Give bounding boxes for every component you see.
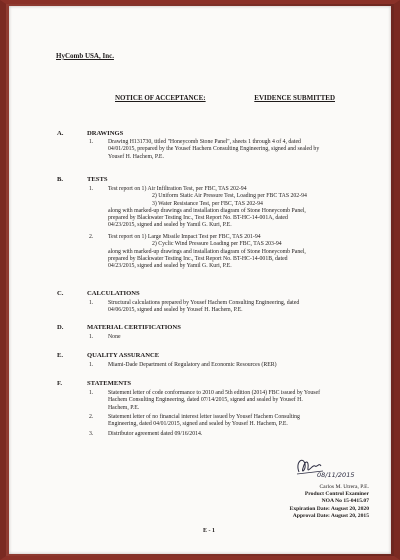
item-text: 2) Cyclic Wind Pressure Loading per FBC, TAS 203-94 [152, 241, 282, 248]
item-text: 04/23/2015, signed and sealed by Yamil G. Kuri, P.E. [108, 222, 232, 229]
section-heading: DRAWINGS [87, 130, 124, 137]
section-heading: TESTS [87, 176, 108, 183]
notice-title-left: NOTICE OF ACCEPTANCE: [115, 94, 206, 102]
item-text: None [108, 334, 121, 340]
item-text: Miami-Dade Department of Regulatory and Economic Resources (RER) [108, 362, 277, 368]
section-heading: QUALITY ASSURANCE [87, 352, 160, 359]
item-text: along with marked-up drawings and installation diagram of Stone Honeycomb Panel, [108, 248, 306, 255]
item-text: Statement letter of no financial interest letter issued by Yousef Hachem Consulting [108, 414, 300, 420]
item-text: Hachem, P.E. [108, 404, 140, 411]
section-letter: B. [57, 176, 64, 183]
signature-date: 08/11/2015 [317, 471, 355, 479]
notice-title [115, 94, 335, 102]
item-number: 1. [89, 139, 94, 145]
item-number: 1. [89, 186, 94, 192]
approval-date: Approval Date: August 20, 2015 [292, 512, 369, 519]
item-text: prepared by Blackwater Testing Inc., Test Report No. BT-HC-14-001A, dated [108, 215, 288, 222]
item-number: 3. [89, 431, 94, 437]
item-text: along with marked-up drawings and installation diagram of Stone Honeycomb Panel, [108, 207, 306, 214]
document-page [9, 6, 391, 554]
signer-title: Product Control Examiner [304, 491, 369, 498]
item-text: Statement letter of code conformance to 2010 and 5th edition (2014) FBC issued by Yousef [108, 390, 321, 396]
expiration-date: Expiration Date: August 20, 2020 [289, 505, 369, 512]
item-text: Test report on 1) Air Infiltration Test, per FBC, TAS 202-94 [108, 186, 247, 192]
item-number: 2. [89, 414, 94, 420]
item-text: Test report on 1) Large Missile Impact Test per FBC, TAS 201-94 [108, 234, 261, 240]
signer-name: Carlos M. Utrera, P.E. [319, 484, 369, 490]
item-text: 04/01/2015, prepared by the Yousef Hachem Consulting Engineering, signed and sealed by [108, 146, 320, 153]
section-heading: CALCULATIONS [87, 290, 140, 297]
item-text: 04/23/2015, signed and sealed by Yamil G. Kuri, P.E. [108, 263, 232, 270]
item-text: Yousef H. Hachem, P.E. [108, 153, 164, 160]
item-text: Structural calculations prepared by Yousef Hachem Consulting Engineering, dated [108, 300, 300, 306]
section-letter: D. [57, 324, 64, 331]
item-text: Engineering, dated 04/01/2015, signed and sealed by Yousef H. Hachem, P.E. [108, 421, 288, 428]
section-letter: E. [57, 352, 64, 359]
notice-title-right: EVIDENCE SUBMITTED [254, 94, 335, 102]
item-text: Distributor agreement dated 09/16/2014. [108, 431, 203, 437]
item-text: 04/06/2015, signed and sealed by Yousef H. Hachem, P.E. [108, 307, 243, 314]
page-number: E - 1 [203, 528, 215, 534]
item-text: Drawing H131730, titled "Honeycomb Stone Panel", sheets 1 through 4 of 4, dated [108, 139, 301, 145]
signer-block [249, 484, 369, 520]
item-number: 1. [89, 334, 94, 340]
item-number: 1. [89, 390, 94, 396]
section-letter: F. [57, 380, 63, 387]
item-text: 2) Uniform Static Air Pressure Test, Loading per FBC TAS 202-94 [152, 193, 307, 200]
item-number: 2. [89, 234, 94, 240]
company-name: HyComb USA, Inc. [56, 52, 114, 60]
noa-number: NOA No 15-0415.07 [321, 498, 369, 505]
handwritten-signature [293, 454, 355, 480]
section-heading: MATERIAL CERTIFICATIONS [87, 324, 181, 331]
section-letter: C. [57, 290, 64, 297]
section-letter: A. [57, 130, 64, 137]
item-text: prepared by Blackwater Testing Inc., Test Report No. BT-HC-14-001B, dated [108, 255, 288, 262]
section-heading: STATEMENTS [87, 380, 132, 387]
item-number: 1. [89, 300, 94, 306]
item-text: 3) Water Resistance Test, per FBC, TAS 202-94 [152, 200, 263, 207]
item-text: Hachem Consulting Engineering, dated 07/14/2015, signed and sealed by Yousef H. [108, 397, 303, 404]
item-number: 1. [89, 362, 94, 368]
